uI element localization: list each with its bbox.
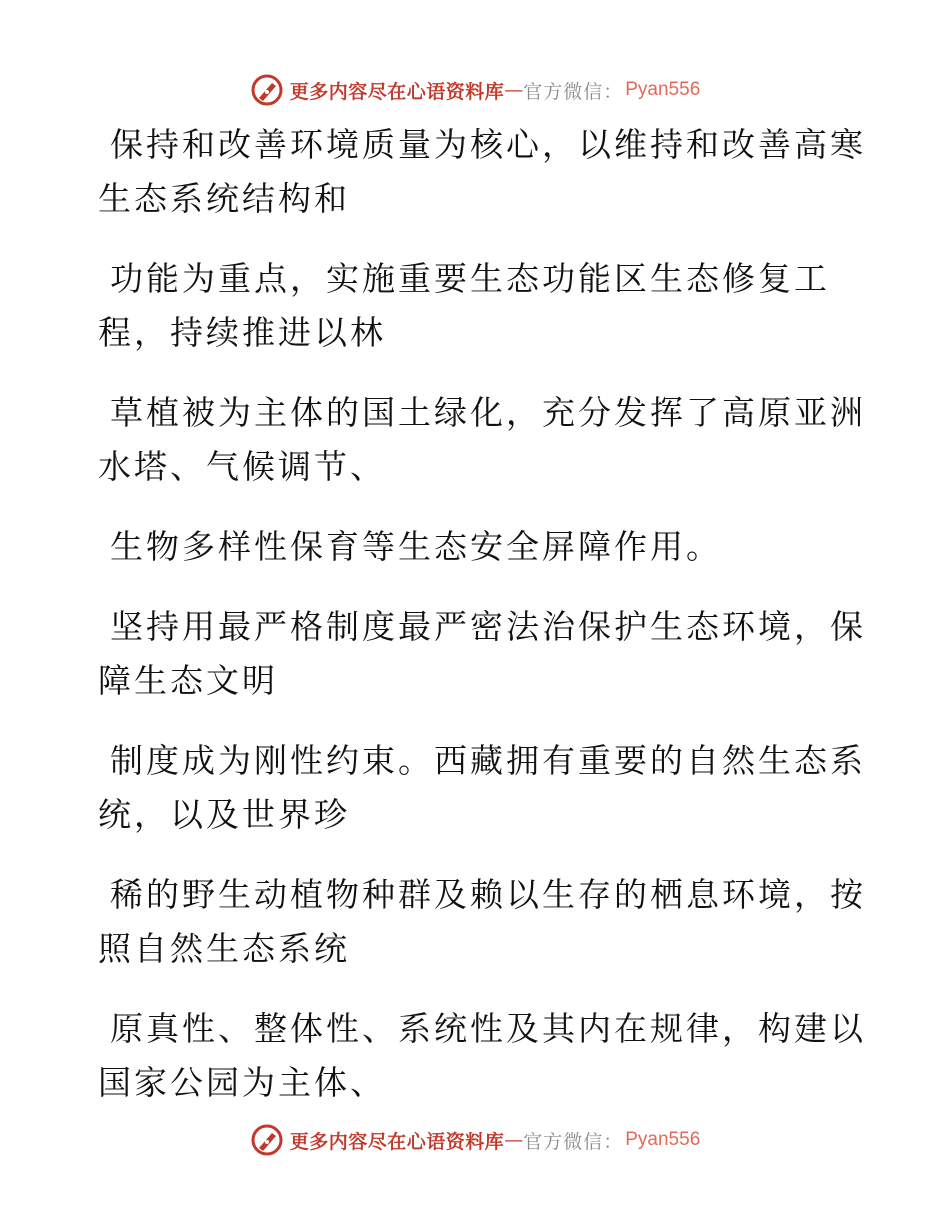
paragraph-line: 国家公园为主体、 [98, 1063, 386, 1102]
paragraph-line: 保持和改善环境质量为核心，以维持和改善高寒 [110, 125, 866, 164]
paragraph-line: 生物多样性保育等生态安全屏障作用。 [110, 527, 722, 566]
header-site-name: 更多内容尽在心语资料库 [289, 80, 505, 103]
footer-dash: — [504, 1129, 524, 1151]
paragraph-line: 原真性、整体性、系统性及其内在规律，构建以 [110, 1009, 866, 1048]
paragraph-line: 程，持续推进以林 [98, 313, 386, 352]
footer-official-label: 官方微信： [523, 1130, 624, 1153]
paragraph-line: 坚持用最严格制度最严密法治保护生态环境，保 [110, 607, 866, 646]
paragraph-line: 生态系统结构和 [98, 179, 350, 218]
paragraph [98, 600, 866, 708]
pen-nib-logo-icon [250, 1123, 284, 1157]
paragraph-line: 统，以及世界珍 [98, 795, 350, 834]
paragraph-line: 水塔、气候调节、 [98, 447, 386, 486]
header-banner [0, 70, 950, 110]
paragraph [98, 520, 858, 574]
document-body [98, 118, 866, 1136]
paragraph-line: 功能为重点，实施重要生态功能区生态修复工 [110, 259, 830, 298]
header-wechat-id: Pyan556 [625, 79, 701, 100]
paragraph [98, 1002, 866, 1110]
paragraph-line: 稀的野生动植物种群及赖以生存的栖息环境，按 [110, 875, 866, 914]
footer-banner [0, 1120, 950, 1160]
paragraph [98, 386, 866, 494]
paragraph [98, 118, 866, 226]
pen-nib-logo-icon [250, 73, 284, 107]
paragraph [98, 734, 866, 842]
paragraph-line: 制度成为刚性约束。西藏拥有重要的自然生态系 [110, 741, 866, 780]
paragraph-line: 障生态文明 [98, 661, 278, 700]
paragraph-line: 照自然生态系统 [98, 929, 350, 968]
paragraph [98, 252, 858, 360]
paragraph [98, 868, 866, 976]
header-dash: — [504, 79, 524, 101]
header-official-label: 官方微信： [523, 80, 624, 103]
paragraph-line: 草植被为主体的国土绿化，充分发挥了高原亚洲 [110, 393, 866, 432]
footer-wechat-id: Pyan556 [625, 1129, 701, 1150]
footer-site-name: 更多内容尽在心语资料库 [289, 1130, 505, 1153]
